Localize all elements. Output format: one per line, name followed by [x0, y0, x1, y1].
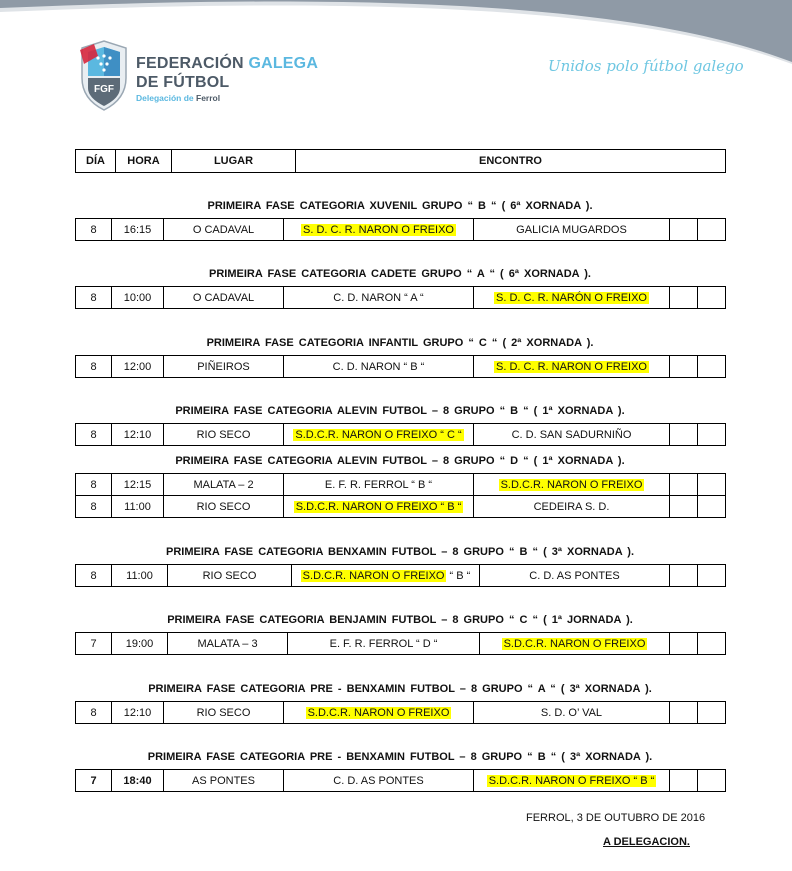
header-table [75, 149, 726, 173]
cell-hora: 12:10 [112, 702, 164, 724]
cell-local [292, 565, 480, 587]
cell-hora: 11:00 [112, 496, 164, 518]
brand-name-a: FEDERACIÓN [136, 55, 244, 72]
highlighted-team: S. D. C. R. NARON O FREIXO [496, 360, 647, 373]
brand-name-b: GALEGA [248, 55, 319, 72]
cell-local [284, 219, 474, 241]
section-title: PRIMEIRA FASE CATEGORIA XUVENIL GRUPO “ B “ ( 6ª XORNADA ). [207, 200, 593, 212]
cell-blank [670, 633, 698, 655]
cell-visitante: C. D. AS PONTES [480, 565, 670, 587]
cell-dia: 7 [76, 770, 112, 792]
place-date: FERROL, 3 DE OUTUBRO DE 2016 [526, 812, 706, 824]
cell-lugar: MALATA – 2 [164, 474, 284, 496]
cell-blank [670, 356, 698, 378]
match-table [75, 218, 726, 241]
cell-blank [670, 474, 698, 496]
cell-visitante [474, 474, 670, 496]
header-lugar: LUGAR [172, 150, 296, 173]
match-row [76, 496, 726, 518]
highlighted-team: S.D.C.R. NARON O FREIXO “ C “ [295, 428, 462, 441]
cell-hora: 19:00 [112, 633, 168, 655]
cell-blank [670, 565, 698, 587]
cell-lugar: RIO SECO [168, 565, 292, 587]
cell-local [284, 496, 474, 518]
match-row [76, 356, 726, 378]
slogan: Unidos polo fútbol galego [548, 57, 744, 75]
cell-blank [670, 702, 698, 724]
match-table [75, 286, 726, 309]
cell-blank [670, 287, 698, 309]
cell-visitante: CEDEIRA S. D. [474, 496, 670, 518]
highlighted-team: S. D. C. R. NARON O FREIXO [303, 223, 454, 236]
federation-name [136, 54, 318, 104]
cell-lugar: O CADAVAL [164, 287, 284, 309]
cell-blank [670, 424, 698, 446]
section-title: PRIMEIRA FASE CATEGORIA CADETE GRUPO “ A “ ( 6ª XORNADA ). [209, 268, 591, 280]
match-row [76, 219, 726, 241]
cell-hora: 16:15 [112, 219, 164, 241]
cell-hora: 12:00 [112, 356, 164, 378]
match-table [75, 564, 726, 587]
cell-local: E. F. R. FERROL “ D “ [288, 633, 480, 655]
cell-hora: 10:00 [112, 287, 164, 309]
cell-visitante [474, 287, 670, 309]
section-title: PRIMEIRA FASE CATEGORIA PRE - BENXAMIN FUTBOL – 8 GRUPO “ A “ ( 3ª XORNADA ). [148, 683, 652, 695]
cell-blank [670, 219, 698, 241]
delegation-b: Ferrol [196, 93, 221, 103]
cell-visitante [474, 356, 670, 378]
cell-blank [698, 770, 726, 792]
cell-visitante: S. D. O’ VAL [474, 702, 670, 724]
match-row [76, 474, 726, 496]
highlighted-team: S. D. C. R. NARÓN O FREIXO [496, 291, 647, 304]
cell-local: C. D. NARON “ A “ [284, 287, 474, 309]
cell-lugar: O CADAVAL [164, 219, 284, 241]
match-row [76, 633, 726, 655]
cell-local [284, 702, 474, 724]
cell-lugar: AS PONTES [164, 770, 284, 792]
header-encontro: ENCONTRO [296, 150, 726, 173]
cell-dia: 8 [76, 702, 112, 724]
cell-blank [698, 474, 726, 496]
section-title: PRIMEIRA FASE CATEGORIA ALEVIN FUTBOL – 8 GRUPO “ B “ ( 1ª XORNADA ). [175, 405, 625, 417]
section-title: PRIMEIRA FASE CATEGORIA BENXAMIN FUTBOL – 8 GRUPO “ B “ ( 3ª XORNADA ). [165, 546, 635, 558]
cell-dia: 8 [76, 565, 112, 587]
signature: A DELEGACION. [603, 836, 690, 848]
cell-dia: 8 [76, 424, 112, 446]
match-table [75, 632, 726, 655]
cell-blank [698, 424, 726, 446]
match-table [75, 355, 726, 378]
fgf-logo-icon [74, 38, 134, 112]
highlighted-team: S.D.C.R. NARON O FREIXO [500, 478, 643, 491]
cell-dia: 8 [76, 496, 112, 518]
cell-lugar: RIO SECO [164, 424, 284, 446]
match-row [76, 565, 726, 587]
cell-blank [670, 496, 698, 518]
cell-blank [698, 287, 726, 309]
cell-dia: 8 [76, 474, 112, 496]
cell-blank [698, 565, 726, 587]
cell-blank [670, 770, 698, 792]
section-title: PRIMEIRA FASE CATEGORIA ALEVIN FUTBOL – 8 GRUPO “ D “ ( 1ª XORNADA ). [175, 455, 625, 467]
cell-lugar: RIO SECO [164, 496, 284, 518]
match-row [76, 702, 726, 724]
cell-hora: 18:40 [112, 770, 164, 792]
cell-lugar: RIO SECO [164, 702, 284, 724]
match-row [76, 770, 726, 792]
header-dia: DÍA [76, 150, 116, 173]
highlighted-team: S.D.C.R. NARON O FREIXO [503, 637, 646, 650]
team-suffix: “ B “ [446, 569, 471, 582]
match-row [76, 424, 726, 446]
cell-dia: 8 [76, 219, 112, 241]
cell-hora: 11:00 [112, 565, 168, 587]
highlighted-team: S.D.C.R. NARON O FREIXO [302, 569, 445, 582]
brand-name-line2: DE FÚTBOL [136, 74, 230, 91]
match-table [75, 473, 726, 518]
cell-local: E. F. R. FERROL “ B “ [284, 474, 474, 496]
delegation-a: Delegación de [136, 93, 194, 103]
cell-visitante: C. D. SAN SADURNIÑO [474, 424, 670, 446]
cell-local: C. D. AS PONTES [284, 770, 474, 792]
cell-visitante: GALICIA MUGARDOS [474, 219, 670, 241]
cell-local: C. D. NARON “ B “ [284, 356, 474, 378]
cell-visitante [474, 770, 670, 792]
match-table [75, 769, 726, 792]
cell-lugar: PIÑEIROS [164, 356, 284, 378]
logo-text: FGF [94, 84, 114, 95]
cell-dia: 7 [76, 633, 112, 655]
cell-blank [698, 356, 726, 378]
highlighted-team: S.D.C.R. NARON O FREIXO [307, 706, 450, 719]
highlighted-team: S.D.C.R. NARON O FREIXO “ B “ [295, 500, 462, 513]
cell-blank [698, 219, 726, 241]
cell-hora: 12:15 [112, 474, 164, 496]
match-table [75, 701, 726, 724]
cell-local [284, 424, 474, 446]
cell-blank [698, 702, 726, 724]
cell-dia: 8 [76, 287, 112, 309]
section-title: PRIMEIRA FASE CATEGORIA BENJAMIN FUTBOL – 8 GRUPO “ C “ ( 1ª JORNADA ). [167, 614, 633, 626]
header-hora: HORA [116, 150, 172, 173]
highlighted-team: S.D.C.R. NARON O FREIXO “ B “ [488, 774, 655, 787]
cell-hora: 12:10 [112, 424, 164, 446]
match-row [76, 287, 726, 309]
cell-visitante [480, 633, 670, 655]
section-title: PRIMEIRA FASE CATEGORIA PRE - BENXAMIN FUTBOL – 8 GRUPO “ B “ ( 3ª XORNADA ). [147, 751, 653, 763]
cell-lugar: MALATA – 3 [168, 633, 288, 655]
match-table [75, 423, 726, 446]
section-title: PRIMEIRA FASE CATEGORIA INFANTIL GRUPO “ C “ ( 2ª XORNADA ). [206, 337, 594, 349]
cell-dia: 8 [76, 356, 112, 378]
cell-blank [698, 633, 726, 655]
cell-blank [698, 496, 726, 518]
